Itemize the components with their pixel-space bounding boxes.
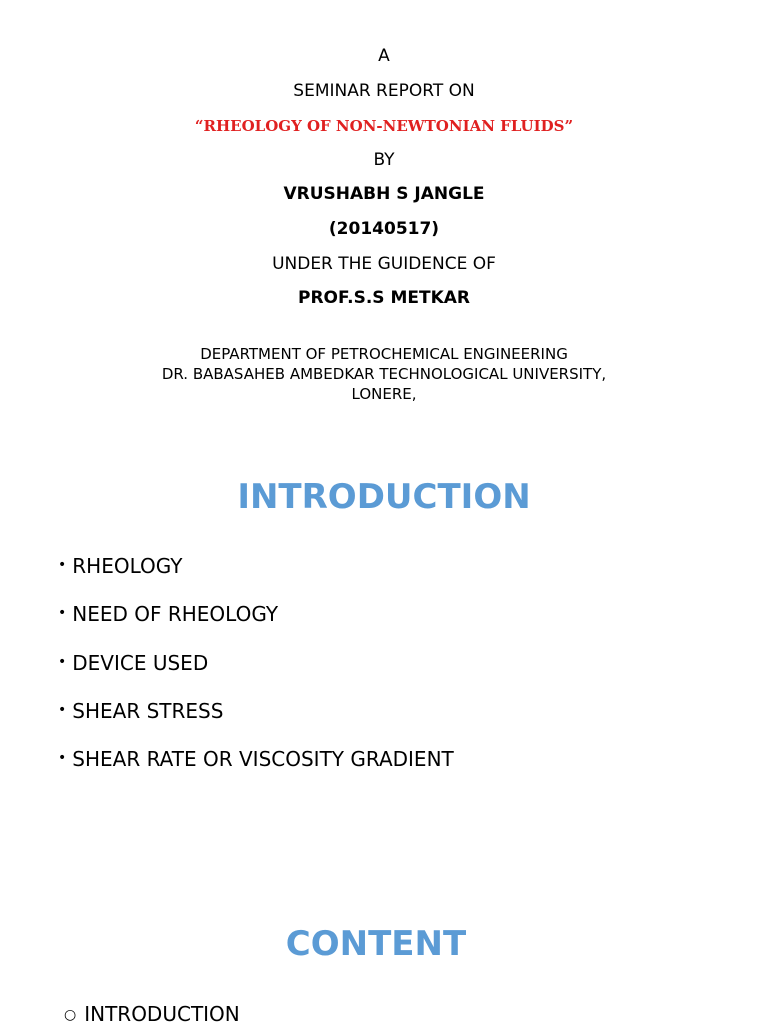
intro-list-item: • DEVICE USED — [58, 651, 209, 675]
bullet-icon: • — [58, 654, 67, 670]
guide-name: PROF.S.S METKAR — [298, 288, 470, 308]
bullet-icon: • — [58, 605, 67, 621]
guidance-label: UNDER THE GUIDENCE OF — [272, 254, 496, 274]
bullet-icon: • — [58, 557, 67, 573]
intro-list-item: • NEED OF RHEOLOGY — [58, 602, 279, 626]
bullet-icon: • — [58, 702, 67, 718]
intro-list-item: • RHEOLOGY — [58, 554, 183, 578]
cover-a: A — [378, 46, 390, 66]
intro-list-item: • SHEAR STRESS — [58, 699, 224, 723]
introduction-heading: INTRODUCTION — [237, 477, 531, 517]
by-label: BY — [373, 150, 395, 170]
content-heading: CONTENT — [285, 924, 467, 964]
roll-number: (20140517) — [328, 219, 440, 239]
intro-list-item: • SHEAR RATE OR VISCOSITY GRADIENT — [58, 747, 454, 771]
circle-bullet-icon: ○ — [64, 1007, 77, 1023]
location-line: LONERE, — [351, 385, 417, 403]
department-line: DEPARTMENT OF PETROCHEMICAL ENGINEERING — [200, 345, 568, 363]
author-name: VRUSHABH S JANGLE — [283, 184, 485, 204]
department-block — [0, 344, 768, 404]
content-list-item: ○ INTRODUCTION — [64, 1002, 240, 1026]
university-line: DR. BABASAHEB AMBEDKAR TECHNOLOGICAL UNIVERSITY, — [161, 365, 607, 383]
bullet-icon: • — [58, 750, 67, 766]
topic-title: “RHEOLOGY OF NON-NEWTONIAN FLUIDS” — [194, 117, 574, 135]
seminar-title: SEMINAR REPORT ON — [293, 81, 475, 101]
